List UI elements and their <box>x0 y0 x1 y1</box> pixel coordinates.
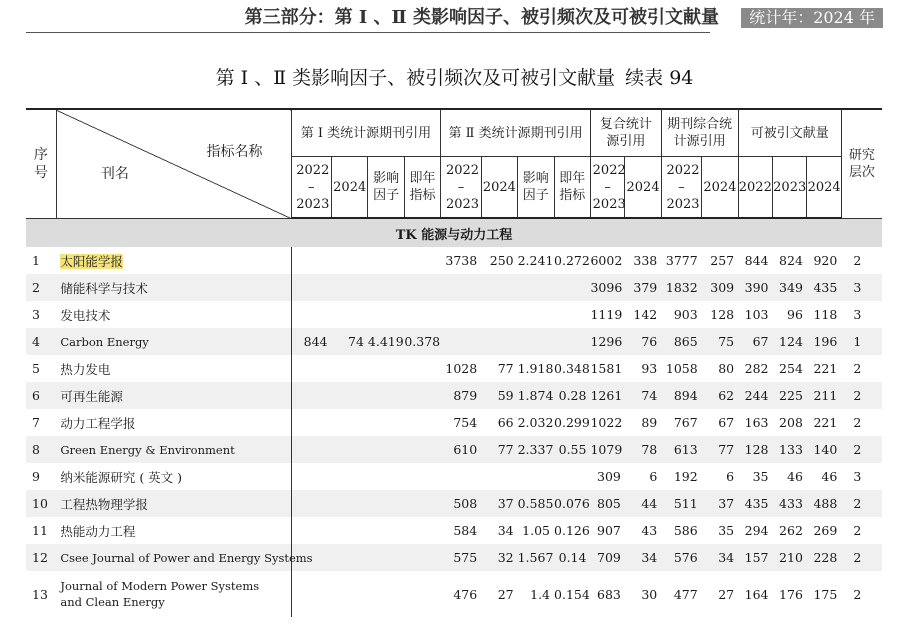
cell-c15: 221 <box>807 355 841 382</box>
cell-c6: 27 <box>481 571 517 617</box>
cell-c15: 196 <box>807 328 841 355</box>
cell-c6 <box>481 463 517 490</box>
journal-name-text: 可再生能源 <box>60 388 123 404</box>
cell-c8: 0.55 <box>554 436 590 463</box>
cell-c8 <box>554 463 590 490</box>
cell-c2 <box>332 247 368 274</box>
cell-c3 <box>368 409 404 436</box>
cell-c10: 74 <box>625 382 661 409</box>
header-journal: 刊名 <box>100 166 129 182</box>
cell-c6: 59 <box>481 382 517 409</box>
cell-c3 <box>368 517 404 544</box>
journal-name <box>56 328 291 355</box>
cell-c6 <box>481 301 517 328</box>
research-level: 2 <box>841 409 882 436</box>
table-row <box>26 274 882 301</box>
table-title <box>0 66 909 90</box>
table-row <box>26 517 882 544</box>
cell-c3 <box>368 247 404 274</box>
cell-c5: 584 <box>441 517 481 544</box>
cell-c10: 6 <box>625 463 661 490</box>
table-row <box>26 409 882 436</box>
cell-c5 <box>441 274 481 301</box>
cell-c7: 2.032 <box>518 409 554 436</box>
cell-c10: 78 <box>625 436 661 463</box>
cell-c10: 89 <box>625 409 661 436</box>
cell-c7 <box>518 274 554 301</box>
cell-c6: 77 <box>481 436 517 463</box>
journal-name <box>56 571 291 617</box>
cell-c12: 6 <box>702 463 738 490</box>
cell-c2 <box>332 490 368 517</box>
table-row <box>26 328 882 355</box>
cell-c8: 0.154 <box>554 571 590 617</box>
cell-c15: 46 <box>807 463 841 490</box>
g1-year-2024: 2024 <box>332 157 368 219</box>
header-group2: 第 Ⅱ 类统计源期刊引用 <box>441 109 591 157</box>
row-index: 11 <box>26 517 56 544</box>
cell-c9: 1296 <box>590 328 624 355</box>
journal-name-text: Journal of Modern Power Systems and Clean Energy <box>60 579 260 609</box>
cell-c3 <box>368 544 404 571</box>
cell-c4 <box>404 463 440 490</box>
cell-c13: 67 <box>738 328 772 355</box>
cell-c9: 1119 <box>590 301 624 328</box>
cell-c7: 1.05 <box>518 517 554 544</box>
cell-c2 <box>332 436 368 463</box>
page-header <box>0 6 909 30</box>
cell-c4: 0.378 <box>404 328 440 355</box>
cell-c12: 62 <box>702 382 738 409</box>
cell-c14: 210 <box>773 544 807 571</box>
cell-c8: 0.28 <box>554 382 590 409</box>
g1-year-range: 2022 – 2023 <box>291 157 331 219</box>
cell-c8 <box>554 301 590 328</box>
cell-c3 <box>368 490 404 517</box>
cell-c9: 3096 <box>590 274 624 301</box>
cell-c8: 0.348 <box>554 355 590 382</box>
cell-c7: 0.585 <box>518 490 554 517</box>
cell-c15: 228 <box>807 544 841 571</box>
cell-c11: 511 <box>661 490 701 517</box>
cell-c8 <box>554 274 590 301</box>
cell-c14: 349 <box>773 274 807 301</box>
year-badge: 统计年：2024 年 <box>741 8 883 28</box>
header-rule <box>26 32 710 33</box>
journal-name <box>56 301 291 328</box>
cell-c15: 211 <box>807 382 841 409</box>
cell-c1 <box>291 247 331 274</box>
cell-c10: 76 <box>625 328 661 355</box>
cell-c13: 390 <box>738 274 772 301</box>
cell-c5: 508 <box>441 490 481 517</box>
cell-c14: 96 <box>773 301 807 328</box>
cell-c4 <box>404 382 440 409</box>
cell-c1 <box>291 436 331 463</box>
research-level: 3 <box>841 301 882 328</box>
cell-c1 <box>291 490 331 517</box>
cell-c6: 250 <box>481 247 517 274</box>
cell-c5: 575 <box>441 544 481 571</box>
cell-c12: 27 <box>702 571 738 617</box>
cell-c14: 176 <box>773 571 807 617</box>
cell-c1 <box>291 463 331 490</box>
cell-c11: 894 <box>661 382 701 409</box>
section-row <box>26 218 882 247</box>
table-row <box>26 463 882 490</box>
cell-c2 <box>332 274 368 301</box>
row-index: 8 <box>26 436 56 463</box>
cell-c5: 754 <box>441 409 481 436</box>
journal-name <box>56 463 291 490</box>
g5-year-2022: 2022 <box>738 157 772 219</box>
research-level: 2 <box>841 544 882 571</box>
cell-c6: 66 <box>481 409 517 436</box>
cell-c9: 1581 <box>590 355 624 382</box>
cell-c3 <box>368 436 404 463</box>
journal-name <box>56 274 291 301</box>
g1-immediacy: 即年指标 <box>404 157 440 219</box>
cell-c2: 74 <box>332 328 368 355</box>
table-row <box>26 382 882 409</box>
cell-c8: 0.076 <box>554 490 590 517</box>
cell-c11: 586 <box>661 517 701 544</box>
cell-c13: 128 <box>738 436 772 463</box>
cell-c7: 1.874 <box>518 382 554 409</box>
cell-c14: 133 <box>773 436 807 463</box>
cell-c9: 805 <box>590 490 624 517</box>
g4-year-range: 2022 – 2023 <box>661 157 701 219</box>
header-level: 研究层次 <box>841 109 882 218</box>
cell-c8: 0.299 <box>554 409 590 436</box>
journal-name-text: 工程热物理学报 <box>60 496 148 512</box>
cell-c5: 1028 <box>441 355 481 382</box>
cell-c14: 433 <box>773 490 807 517</box>
cell-c1 <box>291 571 331 617</box>
cell-c8: 0.14 <box>554 544 590 571</box>
cell-c2 <box>332 409 368 436</box>
cell-c12: 128 <box>702 301 738 328</box>
cell-c13: 294 <box>738 517 772 544</box>
cell-c1 <box>291 409 331 436</box>
cell-c7 <box>518 301 554 328</box>
cell-c2 <box>332 571 368 617</box>
cell-c1 <box>291 355 331 382</box>
cell-c11: 903 <box>661 301 701 328</box>
table-row <box>26 490 882 517</box>
journal-name <box>56 490 291 517</box>
research-level: 2 <box>841 247 882 274</box>
cell-c4 <box>404 571 440 617</box>
impact-factor-table <box>26 108 882 617</box>
journal-name <box>56 382 291 409</box>
cell-c7: 1.567 <box>518 544 554 571</box>
cell-c4 <box>404 436 440 463</box>
cell-c6 <box>481 328 517 355</box>
research-level: 2 <box>841 571 882 617</box>
cell-c1 <box>291 382 331 409</box>
cell-c13: 164 <box>738 571 772 617</box>
cell-c7: 1.918 <box>518 355 554 382</box>
cell-c2 <box>332 544 368 571</box>
cell-c13: 244 <box>738 382 772 409</box>
cell-c14: 208 <box>773 409 807 436</box>
cell-c5 <box>441 301 481 328</box>
cell-c6: 77 <box>481 355 517 382</box>
cell-c14: 225 <box>773 382 807 409</box>
cell-c7 <box>518 463 554 490</box>
cell-c9: 683 <box>590 571 624 617</box>
table-row <box>26 436 882 463</box>
cell-c10: 142 <box>625 301 661 328</box>
row-index: 7 <box>26 409 56 436</box>
row-index: 6 <box>26 382 56 409</box>
cell-c9: 6002 <box>590 247 624 274</box>
table-row <box>26 544 882 571</box>
header-indicator: 指标名称 <box>206 144 263 160</box>
journal-name <box>56 544 313 571</box>
cell-c11: 1832 <box>661 274 701 301</box>
section-title: 第三部分：第 Ⅰ 、Ⅱ 类影响因子、被引频次及可被引文献量 <box>244 7 719 28</box>
cell-c9: 907 <box>590 517 624 544</box>
research-level: 1 <box>841 328 882 355</box>
cell-c12: 77 <box>702 436 738 463</box>
cell-c15: 175 <box>807 571 841 617</box>
cell-c9: 1261 <box>590 382 624 409</box>
cell-c11: 477 <box>661 571 701 617</box>
row-index: 12 <box>26 544 56 571</box>
table-continuation: 续表 94 <box>625 67 694 89</box>
cell-c7: 2.337 <box>518 436 554 463</box>
cell-c12: 309 <box>702 274 738 301</box>
g3-year-2024: 2024 <box>625 157 661 219</box>
cell-c13: 35 <box>738 463 772 490</box>
cell-c7 <box>518 328 554 355</box>
journal-name-text: 动力工程学报 <box>60 415 136 431</box>
cell-c9: 309 <box>590 463 624 490</box>
table-row <box>26 247 882 274</box>
g3-year-range: 2022 – 2023 <box>590 157 624 219</box>
journal-name-text: 发电技术 <box>60 307 111 323</box>
cell-c11: 613 <box>661 436 701 463</box>
cell-c3 <box>368 382 404 409</box>
cell-c15: 269 <box>807 517 841 544</box>
cell-c3 <box>368 463 404 490</box>
header-index: 序号 <box>26 109 56 218</box>
cell-c7: 2.241 <box>518 247 554 274</box>
row-index: 9 <box>26 463 56 490</box>
g2-impact: 影响因子 <box>518 157 554 219</box>
research-level: 3 <box>841 463 882 490</box>
cell-c11: 767 <box>661 409 701 436</box>
g2-year-range: 2022 – 2023 <box>441 157 481 219</box>
g4-year-2024: 2024 <box>702 157 738 219</box>
research-level: 2 <box>841 355 882 382</box>
cell-c4 <box>404 301 440 328</box>
g5-year-2024: 2024 <box>807 157 841 219</box>
cell-c3 <box>368 301 404 328</box>
cell-c11: 3777 <box>661 247 701 274</box>
cell-c7: 1.4 <box>518 571 554 617</box>
journal-name <box>56 355 291 382</box>
cell-c12: 34 <box>702 544 738 571</box>
cell-c4 <box>404 409 440 436</box>
cell-c6: 32 <box>481 544 517 571</box>
cell-c8 <box>554 328 590 355</box>
row-index: 4 <box>26 328 56 355</box>
g2-immediacy: 即年指标 <box>554 157 590 219</box>
research-level: 2 <box>841 436 882 463</box>
journal-name-text: Green Energy & Environment <box>60 442 235 457</box>
cell-c2 <box>332 301 368 328</box>
cell-c15: 488 <box>807 490 841 517</box>
journal-name <box>56 409 291 436</box>
cell-c1 <box>291 517 331 544</box>
journal-name-text: 储能科学与技术 <box>60 280 148 296</box>
cell-c1 <box>291 274 331 301</box>
cell-c13: 103 <box>738 301 772 328</box>
journal-name <box>56 247 291 274</box>
cell-c10: 338 <box>625 247 661 274</box>
cell-c9: 709 <box>590 544 624 571</box>
cell-c4 <box>404 355 440 382</box>
cell-c11: 1058 <box>661 355 701 382</box>
research-level: 2 <box>841 490 882 517</box>
cell-c11: 865 <box>661 328 701 355</box>
section-label: TK 能源与动力工程 <box>26 218 882 247</box>
table-title-text: 第 Ⅰ 、Ⅱ 类影响因子、被引频次及可被引文献量 <box>215 67 616 89</box>
cell-c1: 844 <box>291 328 331 355</box>
cell-c14: 124 <box>773 328 807 355</box>
cell-c6: 34 <box>481 517 517 544</box>
cell-c2 <box>332 382 368 409</box>
cell-c10: 30 <box>625 571 661 617</box>
cell-c12: 75 <box>702 328 738 355</box>
journal-name-text: 热力发电 <box>60 361 111 377</box>
cell-c14: 262 <box>773 517 807 544</box>
cell-c13: 435 <box>738 490 772 517</box>
cell-c10: 379 <box>625 274 661 301</box>
cell-c10: 93 <box>625 355 661 382</box>
cell-c12: 80 <box>702 355 738 382</box>
table-row <box>26 355 882 382</box>
cell-c4 <box>404 247 440 274</box>
cell-c9: 1022 <box>590 409 624 436</box>
cell-c15: 920 <box>807 247 841 274</box>
row-index: 1 <box>26 247 56 274</box>
journal-name <box>56 436 291 463</box>
cell-c5 <box>441 328 481 355</box>
row-index: 3 <box>26 301 56 328</box>
cell-c10: 34 <box>625 544 661 571</box>
cell-c5: 610 <box>441 436 481 463</box>
cell-c3 <box>368 355 404 382</box>
cell-c3: 4.419 <box>368 328 404 355</box>
cell-c10: 44 <box>625 490 661 517</box>
cell-c2 <box>332 463 368 490</box>
header-group4: 期刊综合统计源引用 <box>661 109 738 157</box>
cell-c1 <box>291 301 331 328</box>
cell-c13: 282 <box>738 355 772 382</box>
row-index: 13 <box>26 571 56 617</box>
cell-c12: 37 <box>702 490 738 517</box>
cell-c8: 0.126 <box>554 517 590 544</box>
row-index: 2 <box>26 274 56 301</box>
cell-c3 <box>368 274 404 301</box>
journal-name <box>56 517 291 544</box>
cell-c4 <box>404 544 440 571</box>
header-group5: 可被引文献量 <box>738 109 841 157</box>
cell-c11: 576 <box>661 544 701 571</box>
research-level: 2 <box>841 382 882 409</box>
cell-c15: 140 <box>807 436 841 463</box>
header-group3: 复合统计源引用 <box>590 109 661 157</box>
cell-c15: 221 <box>807 409 841 436</box>
cell-c15: 435 <box>807 274 841 301</box>
row-index: 5 <box>26 355 56 382</box>
cell-c14: 46 <box>773 463 807 490</box>
cell-c8: 0.272 <box>554 247 590 274</box>
cell-c12: 257 <box>702 247 738 274</box>
g5-year-2023: 2023 <box>773 157 807 219</box>
research-level: 3 <box>841 274 882 301</box>
cell-c5: 476 <box>441 571 481 617</box>
table-row <box>26 301 882 328</box>
table-row <box>26 571 882 617</box>
cell-c13: 844 <box>738 247 772 274</box>
journal-name-text: 太阳能学报 <box>60 253 123 269</box>
journal-name-text: 纳米能源研究 ( 英文 ) <box>60 469 183 485</box>
cell-c10: 43 <box>625 517 661 544</box>
cell-c6: 37 <box>481 490 517 517</box>
cell-c12: 67 <box>702 409 738 436</box>
research-level: 2 <box>841 517 882 544</box>
journal-name-text: 热能动力工程 <box>60 523 136 539</box>
cell-c14: 824 <box>773 247 807 274</box>
journal-name-text: Csee Journal of Power and Energy Systems <box>60 550 313 565</box>
cell-c3 <box>368 571 404 617</box>
cell-c2 <box>332 517 368 544</box>
g1-impact: 影响因子 <box>368 157 404 219</box>
cell-c13: 163 <box>738 409 772 436</box>
header-group1: 第 Ⅰ 类统计源期刊引用 <box>291 109 441 157</box>
cell-c14: 254 <box>773 355 807 382</box>
row-index: 10 <box>26 490 56 517</box>
cell-c5: 879 <box>441 382 481 409</box>
cell-c4 <box>404 517 440 544</box>
cell-c5: 3738 <box>441 247 481 274</box>
cell-c6 <box>481 274 517 301</box>
cell-c2 <box>332 355 368 382</box>
cell-c13: 157 <box>738 544 772 571</box>
cell-c9: 1079 <box>590 436 624 463</box>
cell-c5 <box>441 463 481 490</box>
cell-c15: 118 <box>807 301 841 328</box>
g2-year-2024: 2024 <box>481 157 517 219</box>
cell-c11: 192 <box>661 463 701 490</box>
cell-c4 <box>404 490 440 517</box>
cell-c12: 35 <box>702 517 738 544</box>
header-indicator-journal <box>56 109 291 218</box>
cell-c4 <box>404 274 440 301</box>
journal-name-text: Carbon Energy <box>60 334 149 349</box>
